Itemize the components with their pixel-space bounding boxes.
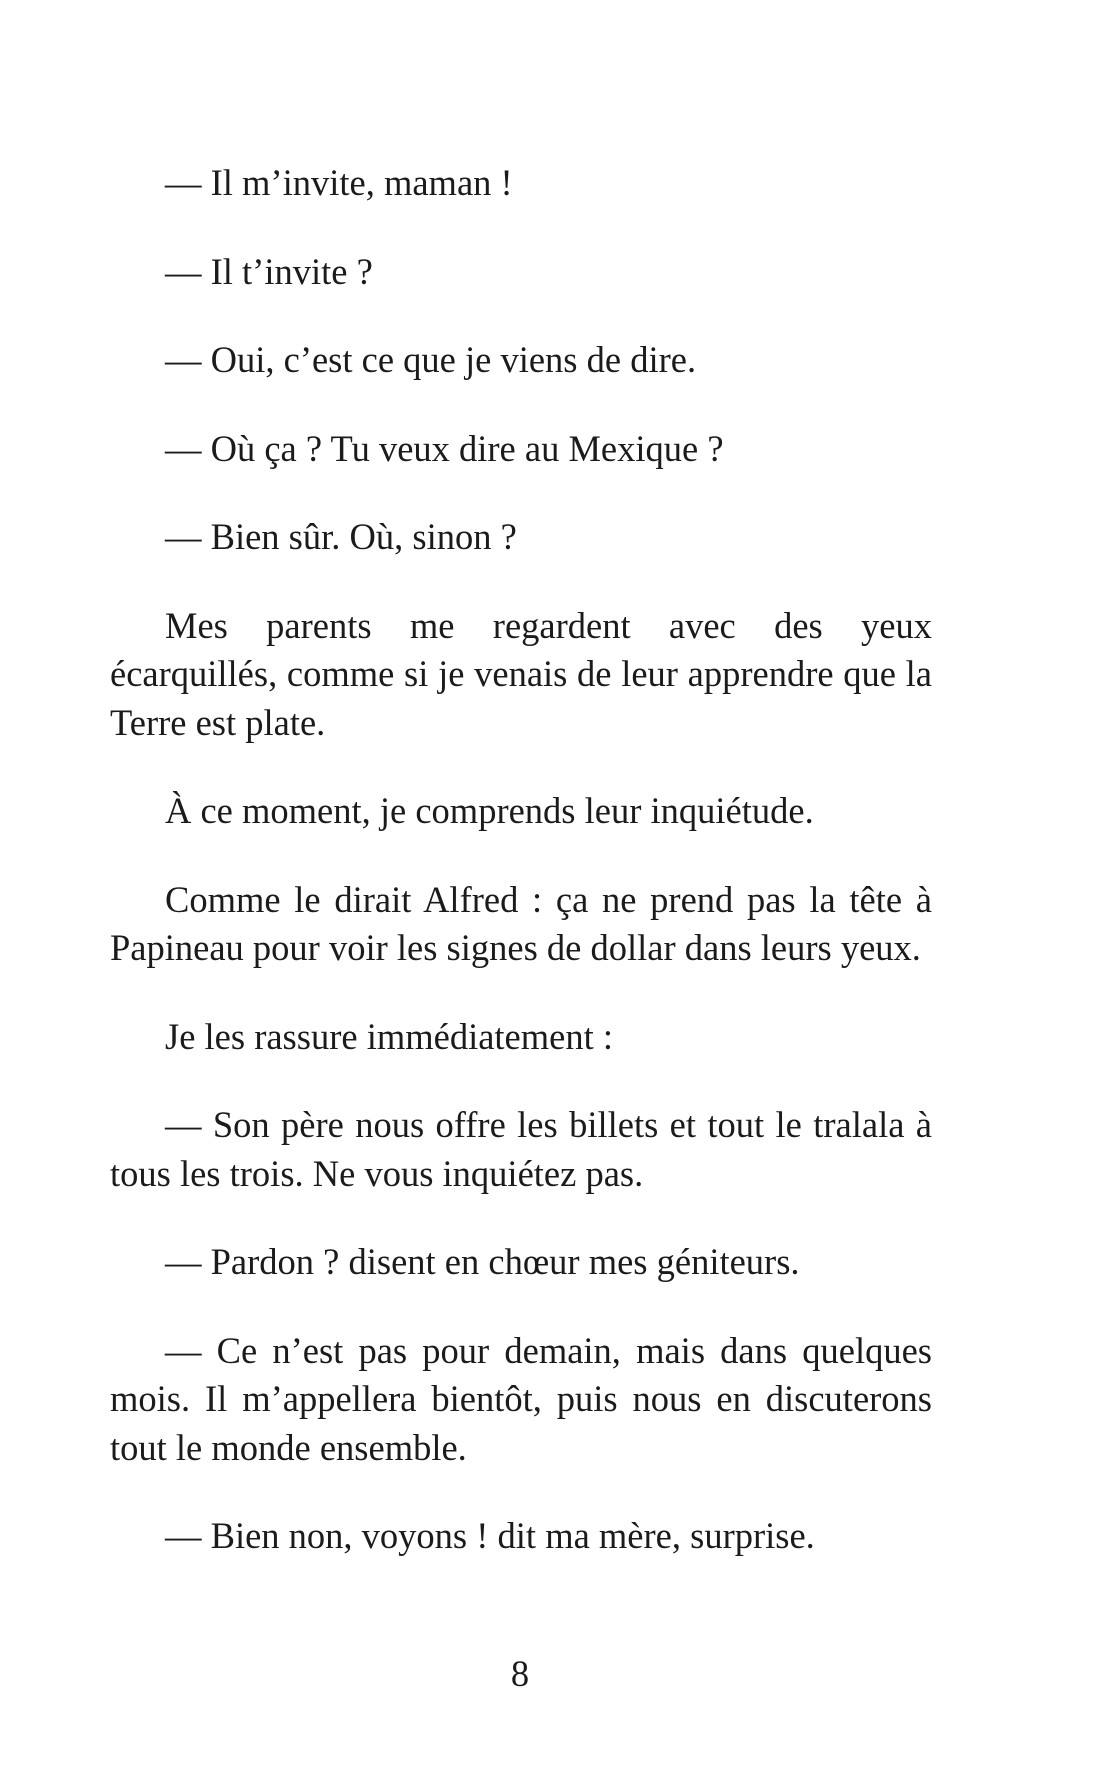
body-text <box>110 159 932 1561</box>
paragraph: — Il m’invite, maman ! <box>165 162 513 203</box>
page-number: 8 <box>510 1653 530 1694</box>
paragraph: — Oui, c’est ce que je viens de dire. <box>165 339 697 380</box>
paragraph: — Pardon ? disent en chœur mes géniteurs. <box>165 1241 800 1282</box>
paragraph: Comme le dirait Alfred : ça ne prend pas la tête à Papineau pour voir les signes de dollar dans leurs yeux. <box>110 878 932 968</box>
paragraph: À ce moment, je comprends leur inquiétude. <box>165 790 814 831</box>
paragraph: — Où ça ? Tu veux dire au Mexique ? <box>165 427 724 469</box>
paragraph: Mes parents me regardent avec des yeux écarquillés, comme si je venais de leur apprendre que la Terre est plate. <box>110 604 932 743</box>
paragraph: — Ce n’est pas pour demain, mais dans quelques mois. Il m’appellera bientôt, puis nous en discuterons tout le monde ensemble. <box>110 1329 932 1468</box>
paragraph: — Bien sûr. Où, sinon ? <box>165 516 517 557</box>
paragraph: — Son père nous offre les billets et tout le tralala à tous les trois. Ne vous inquiétez pas. <box>110 1104 932 1194</box>
paragraph: Je les rassure immédiatement : <box>165 1015 613 1057</box>
paragraph: — Bien non, voyons ! dit ma mère, surprise. <box>165 1515 815 1556</box>
paragraph: — Il t’invite ? <box>165 250 373 292</box>
